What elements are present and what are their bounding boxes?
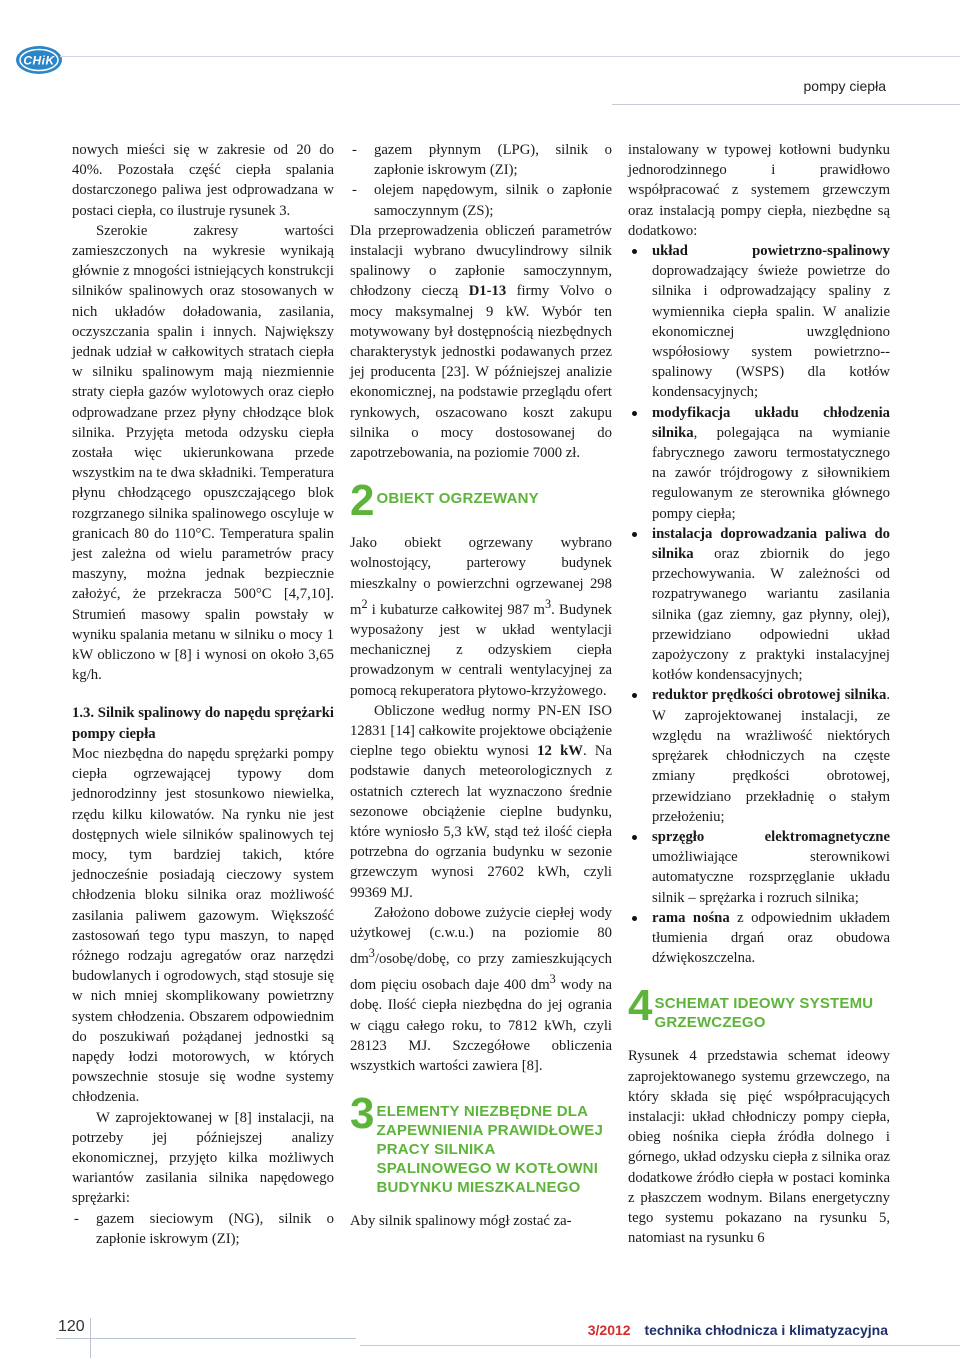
logo-badge-icon xyxy=(14,44,64,76)
list-item: reduktor prędkości obrotowej silnika. W zaprojektowanej instalacji, ze względu na wrażliwość niektórych sprężarek chłodniczych na częste zmiany prędkości obrotowej, przewidziano przekładnię o stałym przełożeniu; xyxy=(628,685,890,826)
logo-text: CHiK xyxy=(23,53,55,68)
text-column-2 xyxy=(350,140,612,1231)
section-title: SCHEMAT IDEOWY SYSTEMU GRZEWCZEGO xyxy=(654,995,874,1032)
list-item: układ powietrzno-spalinowy doprowadzający świeże powietrze do silnika i odprowadzający spaliny z wymiennika ciepła spalin. W analizie ekonomicznej uwzględniono współosiowy system powietrzno--spalinowy (WSPS) dla kotłów kondensacyjnych; xyxy=(628,241,890,403)
fuel-variant-list-continued xyxy=(350,140,612,221)
footer-rule xyxy=(56,1338,356,1339)
section-number: 4 xyxy=(628,981,653,1031)
list-item: - olejem napędowym, silnik o zapłonie samoczynnym (ZS); xyxy=(350,180,612,220)
list-item: modyfikacja układu chłodzenia silnika, polegająca na wymianie fabrycznego zaworu termostatycznego na zawór trójdrogowy z siłownikiem regulowanym ze sterownika głównego pompy ciepła; xyxy=(628,403,890,524)
list-item: sprzęgło elektromagnetyczne umożliwiające sterownikowi automatyczne rozsprzęglanie układu silnik – sprężarka i rozruch silnika; xyxy=(628,827,890,908)
paragraph: Aby silnik spalinowy mógł zostać za- xyxy=(350,1213,572,1230)
section-heading-4 xyxy=(628,981,890,1032)
list-item: instalacja doprowadzania paliwa do silnika oraz zbiornik do jego przechowywania. W zależności od rozpatrywanego wariantu zasilania silnika (gaz ziemny, gaz płynny, olej), przewidziano odpowiedni układ zapożyczony z praktyki instalacyjnej kotłów kondensacyjnych; xyxy=(628,524,890,686)
paragraph: nowych mieści się w zakresie od 20 do 40%. Pozostała część ciepła spalania dostarczonego paliwa jest odprowadzana w postaci ciepła, co ilustruje rysunek 3. xyxy=(72,142,334,219)
paragraph: instalowany w typowej kotłowni budynku jednorodzinnego i prawidłowo współpracować z systemem grzewczym oraz instalacją pompy ciepła, niezbędne są dodatkowo: xyxy=(628,142,890,239)
paragraph: Moc niezbędna do napędu sprężarki pompy ciepła ogrzewającej typowy dom jednorodzinny jest stosunkowo niewielka, rzędu kilku kilowatów. Na rynku nie jest dostępnych wiele silników spalinowych tej mocy, tym bardziej takich, które jednocześnie posiadają cieczowy system chłodzenia bloku silnika oraz możliwość zasilania paliwem gazowym. Większość zastosowań tego typu maszyn, to napęd różnego rodzaju agregatów oraz narzędzi budowlanych i ogrodowych, stąd stosuje się w nich mniej skomplikowany powietrzny system chłodzenia. Obszarem odpowiednim do poszukiwań pożądanej jednostki są napędy łodzi motorowych, w których powszechnie stosuje się wodne systemy chłodzenia. xyxy=(72,745,334,1106)
section-running-title: pompy ciepła xyxy=(803,78,886,94)
text-column-1 xyxy=(72,140,334,1249)
page-number: 120 xyxy=(58,1318,85,1335)
header-title-underline xyxy=(612,104,960,105)
section-title: ELEMENTY NIEZBĘDNE DLA ZAPEWNIENIA PRAWIDŁOWEJ PRACY SILNIKA SPALINOWEGO W KOTŁOWNI BUDYNKU MIESZKALNEGO xyxy=(376,1103,604,1197)
text-column-3 xyxy=(628,140,890,1248)
paragraph: W zaprojektowanej w [8] instalacji, na potrzeby jej późniejszej analizy ekonomicznej, przyjęto kilka możliwych wariantów zasilania silnika napędowego sprężarki: xyxy=(72,1109,334,1207)
section-heading-2 xyxy=(350,476,612,526)
footer-rule-right xyxy=(360,1345,960,1346)
engine-model: D1-13 xyxy=(468,283,507,300)
journal-footer xyxy=(588,1322,888,1338)
paragraph: Szerokie zakresy wartości zamieszczonych na wykresie wynikają głównie z mnogości istniejących konstrukcji silników spalinowych oraz stosowanych w nich układów doładowania, zasilania, oczyszczania spalin i innych. Największy jednak udział w całkowitych stratach ciepła w silniku spalinowym mają niezmiennie straty ciepła gazów wylotowych oraz ciepło odprowadzane przez płyny chłodzące blok silnika. Przyjęta metoda odzysku ciepła została więc ukierunkowana przede wszystkim na te dwa składniki. Temperatura płynu chłodzącego opuszczającego blok rozgrzanego silnika spalinowego oscyluje w granicach 80 do 110°C. Temperatura spalin jest zależna od wielu parametrów pracy maszyny, można jednak bezpiecznie założyć, że przekracza 500°C [4,7,10]. Strumień masowy spalin powstały w wyniku spalania metanu w silniku o mocy 1 kW obliczono w [8] i wynosi on około 3,65 kg/h. xyxy=(72,222,334,684)
header-rule xyxy=(60,56,960,57)
list-item: rama nośna z odpowiednim układem tłumienia drgań oraz obudowa dźwiękoszczelna. xyxy=(628,908,890,969)
heat-load-value: 12 kW xyxy=(537,743,583,760)
section-title: OBIEKT OGRZEWANY xyxy=(376,490,539,508)
section-number: 3 xyxy=(350,1089,375,1139)
list-item: - gazem sieciowym (NG), silnik o zapłonie iskrowym (ZI); xyxy=(72,1209,334,1249)
paragraph: Obliczone według normy PN-EN ISO 12831 [14] całkowite projektowe obciążenie cieplne tego obiektu wynosi 12 kW. Na podstawie danych meteorologicznych z ostatnich czterech lat wyznaczono średnie sezonowe obciążenie cieplne budynku, które wyniosło 5,3 kW, stąd też ilość ciepła potrzebna do ogrzania budynku w sezonie grzewczym wynosi 27602 kWh, czyli 99369 MJ. xyxy=(350,702,612,901)
paragraph: Rysunek 4 przedstawia schemat ideowy zaprojektowanego systemu grzewczego, na który składa się pięć współpracujących instalacji: układ chłodniczy pompy ciepła, obieg nośnika ciepła źródła dolnego i górnego, układ odzysku ciepła z silnika oraz dodatkowe źródło ciepła w postaci kominka z płaszczem wodnym. Bilans energetyczny tego systemu pokazano na rysunku 5, natomiast na rysunku 6 xyxy=(628,1048,890,1247)
journal-logo xyxy=(14,44,64,76)
required-components-list xyxy=(628,241,890,968)
paragraph: Założono dobowe zużycie ciepłej wody użytkowej (c.w.u.) na poziomie 80 $dm^3/osobę$/dobę, co przy zamieszkujących dom pięciu osobach daje 400 $dm^3$ wody na dobę. Ilość ciepła niezbędna do jej ograniа w ciągu całego roku, to 7812 kWh, czyli 28123 MJ. Szczegółowe obliczenia wszystkich wartości zawiera [8]. xyxy=(350,904,612,1074)
subsection-heading: 1.3. Silnik spalinowy do napędu sprężarki pompy ciepła xyxy=(72,705,334,742)
list-item: - gazem płynnym (LPG), silnik o zapłonie iskrowym (ZI); xyxy=(350,140,612,180)
paragraph: Jako obiekt ogrzewany wybrano wolnostojący, parterowy budynek mieszkalny o powierzchni ogrzewanej 298 $m^2$ i kubaturze całkowitej 987 $m^3$. Budynek wyposażony jest w układ wentylacji mechanicznej z odzyskiem ciepła prowadzonym w centrali wentylacyjnej za pomocą rekuperatora płytowo-krzyżowego. xyxy=(350,535,612,699)
footer-divider xyxy=(90,1318,91,1358)
paragraph: Dla przeprowadzenia obliczeń parametrów instalacji wybrano dwucylindrowy silnik spalinowy o zapłonie samoczynnym, chłodzony cieczą D1-13 firmy Volvo o mocy maksymalnej 9 kW. Wybór ten motywowany był dostępnością niezbędnych charakterystyk jednostki podawanych przez jej producenta [23]. W późniejszej analizie ekonomicznej, na podstawie przeglądu ofert rynkowych, oszacowano koszt zakupu silnika o mocy dostosowanej do zapotrzebowania, na poziomie 7000 zł. xyxy=(350,222,612,462)
section-number: 2 xyxy=(350,476,375,526)
section-heading-3 xyxy=(350,1089,612,1197)
journal-name: technika chłodnicza i klimatyzacyjna xyxy=(644,1322,888,1338)
fuel-variant-list xyxy=(72,1209,334,1249)
issue-number: 3/2012 xyxy=(587,1322,631,1338)
